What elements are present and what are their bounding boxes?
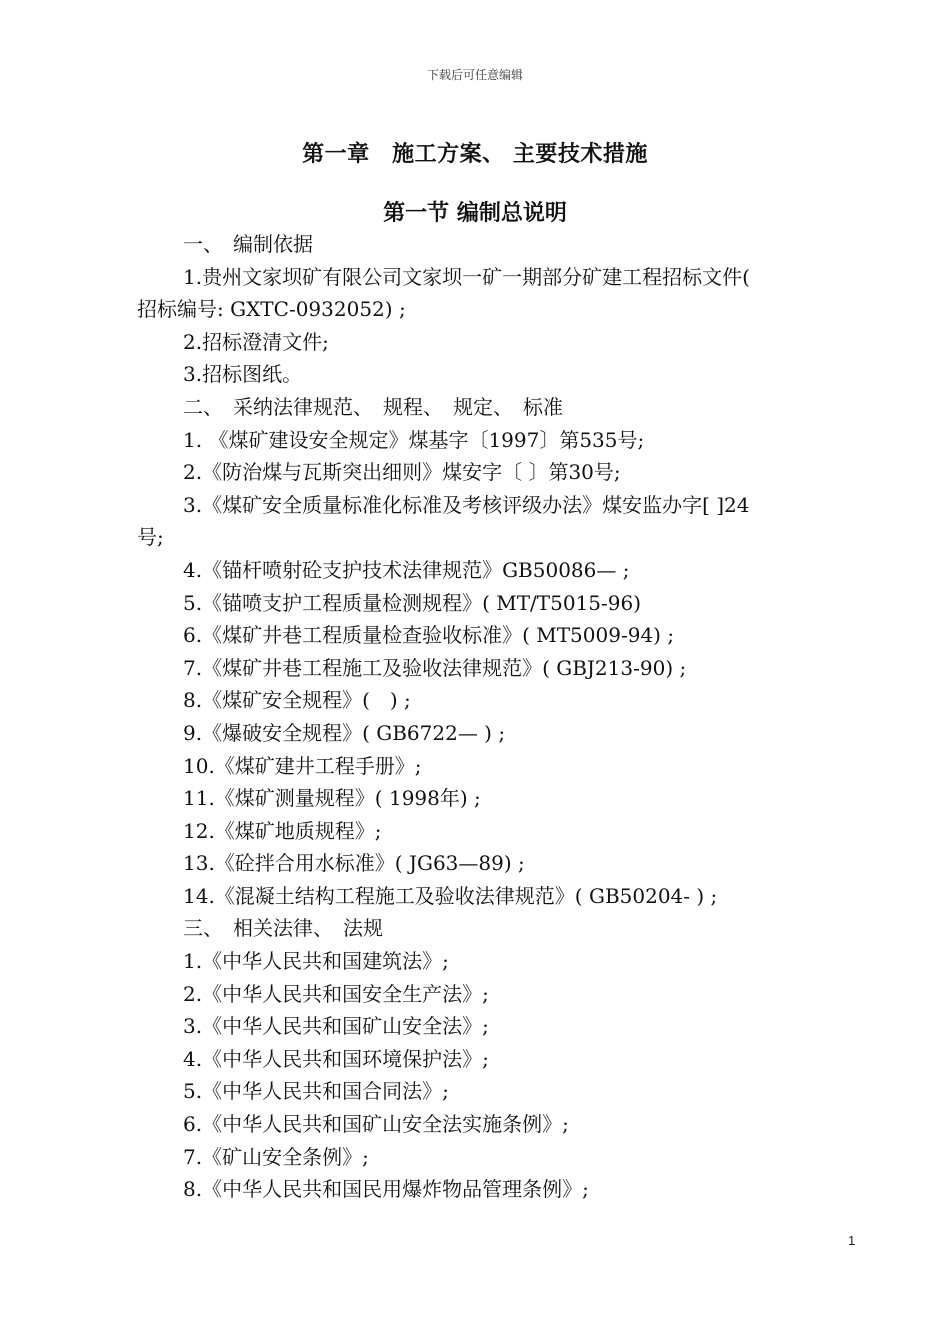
chapter-title: 第一章 施工方案、 主要技术措施 — [302, 142, 648, 167]
header-note: 下载后可任意编辑 — [426, 68, 523, 82]
section-title: 第一节 编制总说明 — [383, 201, 567, 226]
page-number: 1 — [848, 1233, 856, 1248]
part3-item: 3.《中华人民共和国矿山安全法》; — [183, 1014, 489, 1039]
part1-item: 2.招标澄清文件; — [183, 329, 329, 354]
part3-item: 1.《中华人民共和国建筑法》; — [183, 949, 449, 974]
part3-item: 5.《中华人民共和国合同法》; — [183, 1079, 449, 1104]
part3-item: 6.《中华人民共和国矿山安全法实施条例》; — [183, 1112, 569, 1137]
part2-item: 3.《煤矿安全质量标准化标准及考核评级办法》煤安监办字[ ]24 — [183, 492, 750, 517]
part3-item: 7.《矿山安全条例》; — [183, 1144, 369, 1169]
part3-item: 2.《中华人民共和国安全生产法》; — [183, 981, 489, 1006]
part2-item: 11.《煤矿测量规程》( 1998年) ; — [183, 786, 481, 811]
part1-item: 1.贵州文家坝矿有限公司文家坝一矿一期部分矿建工程招标文件( — [183, 264, 750, 289]
part2-item: 13.《砼拌合用水标准》( JG63—89) ; — [183, 851, 525, 876]
part2-item: 6.《煤矿井巷工程质量检查验收标准》( MT5009-94) ; — [183, 623, 675, 648]
part2-item: 8.《煤矿安全规程》( ) ; — [183, 688, 411, 713]
part2-item: 4.《锚杆喷射砼支护技术法律规范》GB50086— ; — [183, 557, 630, 582]
part2-item: 7.《煤矿井巷工程施工及验收法律规范》( GBJ213-90) ; — [183, 655, 687, 680]
part3-item: 8.《中华人民共和国民用爆炸物品管理条例》; — [183, 1177, 589, 1202]
part1-item: 3.招标图纸。 — [183, 362, 303, 387]
part3-item: 4.《中华人民共和国环境保护法》; — [183, 1046, 489, 1071]
part1-item-continuation: 招标编号: GXTC-0932052) ; — [137, 297, 406, 322]
part2-item: 12.《煤矿地质规程》; — [183, 818, 382, 843]
part3-heading: 三、 相关法律、 法规 — [183, 916, 383, 941]
part2-item: 14.《混凝土结构工程施工及验收法律规范》( GB50204- ) ; — [183, 883, 718, 908]
part2-item: 5.《锚喷支护工程质量检测规程》( MT/T5015-96) — [183, 590, 642, 615]
part2-item: 9.《爆破安全规程》( GB6722— ) ; — [183, 720, 506, 745]
part1-heading: 一、 编制依据 — [183, 232, 313, 256]
part2-heading: 二、 采纳法律规范、 规程、 规定、 标准 — [183, 394, 563, 419]
document-body — [137, 228, 867, 1206]
part2-item-continuation: 号; — [137, 525, 164, 550]
part2-item: 2.《防治煤与瓦斯突出细则》煤安字〔 〕第30号; — [183, 460, 621, 485]
part2-item: 1. 《煤矿建设安全规定》煤基字〔1997〕第535号; — [183, 427, 645, 452]
part2-item: 10.《煤矿建井工程手册》; — [183, 753, 422, 778]
